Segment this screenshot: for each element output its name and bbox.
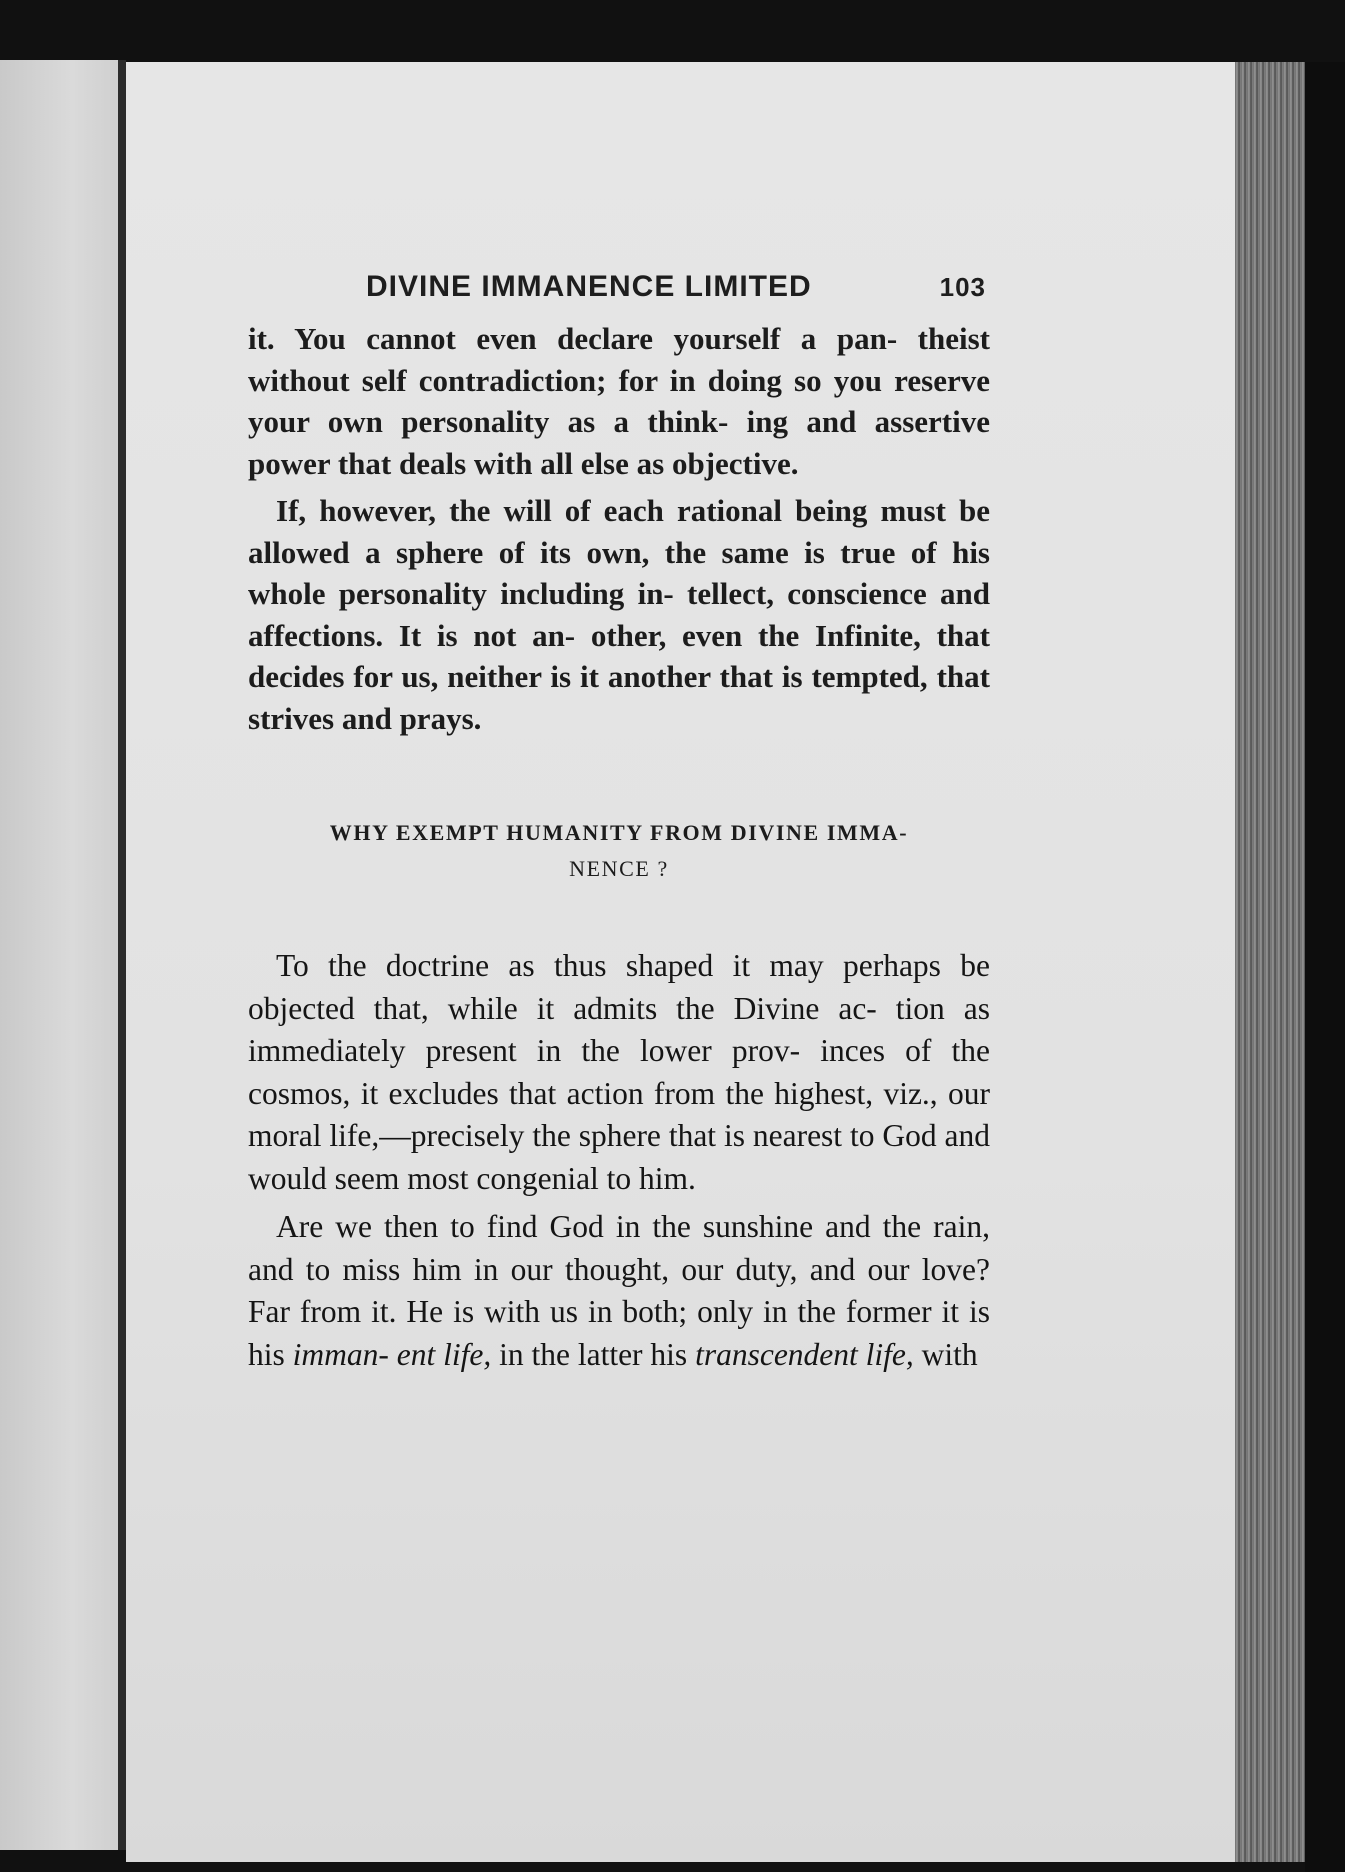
book-gutter [118,60,126,1850]
running-head [366,270,990,304]
page-number: 103 [939,272,986,302]
paragraph-4-text-2: in the latter his [491,1336,696,1372]
book-cover-edge [1305,62,1345,1872]
paragraph-4-text-1: Are we then to find God in the sunshine and the rain, and to miss him in our thought, our duty, and our love? Far from it. He is with us in both; only in the former it is his [248,1209,990,1372]
page-content [248,270,990,1376]
paragraph-3: To the doctrine as thus shaped it may perhaps be objected that, while it admits the Divine ac- tion as immediately present in the lower prov- inces of the cosmos, it excludes that action from the highest, viz., our moral life,—precisely the sphere that is nearest to God and would seem most congenial to him. [248,948,990,1196]
section-heading-line-1: WHY EXEMPT HUMANITY FROM DIVINE IMMA- [329,820,909,845]
page-edges [1235,62,1305,1862]
paragraph-4-italic-2: transcendent life, [695,1336,914,1372]
section-heading-line-2: NENCE ? [569,856,669,881]
facing-page [0,60,120,1850]
section-heading [248,815,990,887]
paragraph-4 [248,1206,990,1376]
paragraph-4-text-3: with [913,1336,978,1372]
paragraph-2: If, however, the will of each rational being must be allowed a sphere of its own, the same is true of his whole personality including in- tellect, conscience and affections. It is not an- other, even the Infinite, that decides for us, neither is it another that is tempted, that strives and prays. [248,493,990,736]
running-head-title: DIVINE IMMANENCE LIMITED [366,270,812,303]
paragraph-1: it. You cannot even declare yourself a pan- theist without self contradiction; for in doing so you reserve your own personality as a think- ing and assertive power that deals with all else as objective. [248,321,990,481]
paragraph-4-italic-1: imman- ent life, [292,1336,492,1372]
